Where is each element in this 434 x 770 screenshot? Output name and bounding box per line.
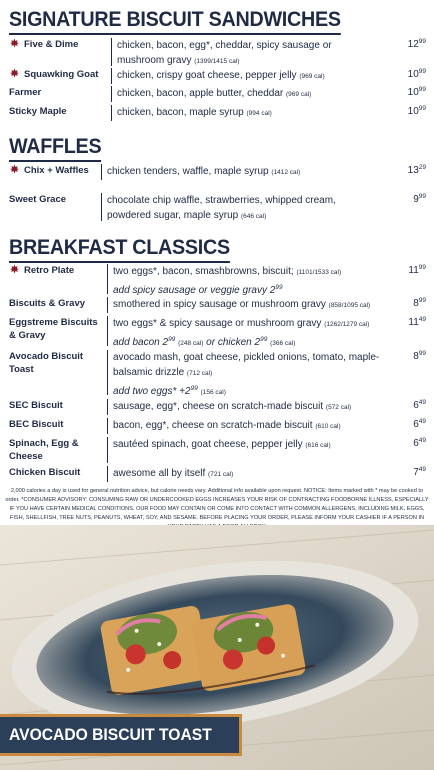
item-description: smothered in spicy sausage or mushroom gravy (858/1095 cal): [113, 299, 371, 310]
maple-leaf-icon: [9, 164, 20, 174]
divider: [101, 164, 102, 180]
item-price: $7^{49}$: [413, 466, 426, 478]
item-name: Spinach, Egg & Cheese: [9, 438, 79, 462]
item-price: $12^{99}$: [407, 38, 426, 50]
maple-leaf-icon: [9, 68, 20, 78]
item-price: $6^{49}$: [413, 437, 426, 449]
title-underline: [9, 33, 341, 35]
divider: [107, 418, 108, 434]
divider: [101, 193, 102, 221]
item-name: Sweet Grace: [9, 194, 67, 205]
item-description: two eggs* & spicy sausage or mushroom gravy (1262/1279 cal) add bacon $2^{99}$ (248 cal) or chicken $2^{99}$ (366 cal): [113, 318, 370, 348]
item-description: chicken, bacon, maple syrup (994 cal): [117, 107, 272, 118]
menu-item[interactable]: [9, 164, 426, 180]
divider: [107, 350, 108, 395]
maple-leaf-icon: [9, 264, 20, 274]
item-name: SEC Biscuit: [9, 400, 63, 411]
item-price: $11^{99}$: [408, 264, 426, 276]
item-description: chocolate chip waffle, strawberries, whipped cream, powdered sugar, maple syrup (646 cal): [107, 195, 336, 221]
item-description: sautéed spinach, goat cheese, pepper jelly (616 cal): [113, 439, 331, 450]
item-name: Sticky Maple: [9, 106, 67, 117]
item-description: chicken, bacon, egg*, cheddar, spicy sausage or mushroom gravy (1399/1415 cal): [117, 40, 332, 66]
section-title-sandwiches: [9, 8, 341, 32]
item-name: Squawking Goat: [9, 68, 98, 81]
divider: [111, 86, 112, 102]
menu-item[interactable]: [9, 316, 426, 346]
divider: [107, 297, 108, 313]
menu-item[interactable]: [9, 86, 426, 102]
item-name: Eggstreme Biscuits & Gravy: [9, 317, 98, 341]
item-price: $10^{99}$: [407, 105, 426, 117]
item-name: Avocado Biscuit Toast: [9, 351, 84, 375]
nutrition-disclaimer: 2,000 calories a day is used for general nutrition advice, but calorie needs vary. Additional info available upon request. NOTICE: Items marked with * may be cooked to order. *CONSUMER ADVISORY: CONSUMING RAW OR UNDERCOOKED EGGS INCREASES YOUR RISK OF CONTRACTING FOODBORNE ILLNESS, ESPECIALLY IF YOU HAVE CERTAIN MEDICAL CONDITIONS. OUR FOOD MAY CONTAIN OR COME INTO CONTACT WITH COMMON ALLERGENS, INCLUDING MILK, EGGS, FISH, SHELLFISH, TREE NUTS, PEANUTS, WHEAT, SOY, AND SESAME. BEFORE PLACING YOUR ORDER, PLEASE INFORM YOUR CASHIER IF A PERSON IN: [5, 488, 429, 521]
menu-item[interactable]: [9, 264, 426, 294]
item-name: Chix + Waffles: [9, 164, 89, 177]
divider: [111, 38, 112, 66]
item-price: $10^{99}$: [407, 68, 426, 80]
item-name: Five & Dime: [9, 38, 78, 51]
item-description: awesome all by itself (721 cal): [113, 468, 234, 479]
section-title-waffles: [9, 135, 101, 159]
item-name: Biscuits & Gravy: [9, 298, 86, 309]
item-description: two eggs*, bacon, smashbrowns, biscuit; (1101/1533 cal) add spicy sausage or veggie gravy $2^{99}$: [113, 266, 342, 296]
item-description: chicken, crispy goat cheese, pepper jelly (969 cal): [117, 70, 325, 81]
menu-item[interactable]: [9, 437, 426, 463]
title-underline: [9, 160, 101, 162]
menu-item[interactable]: [9, 466, 426, 482]
item-price: $8^{99}$: [413, 297, 426, 309]
item-price: $6^{49}$: [413, 418, 426, 430]
item-description: avocado mash, goat cheese, pickled onions, tomato, maple-balsamic drizzle (712 cal) add two eggs* $+2^{99}$ (156 cal): [113, 352, 380, 397]
menu-item[interactable]: [9, 105, 426, 121]
item-description: chicken, bacon, apple butter, cheddar (969 cal): [117, 88, 312, 99]
menu-item[interactable]: [9, 38, 426, 66]
section-title-text: SIGNATURE BISCUIT SANDWICHES: [9, 8, 341, 31]
item-price: $11^{49}$: [408, 316, 426, 328]
item-name: Retro Plate: [9, 264, 74, 277]
divider: [107, 264, 108, 294]
divider: [111, 105, 112, 121]
item-price: $8^{99}$: [413, 350, 426, 362]
divider: [107, 399, 108, 415]
divider: [107, 466, 108, 482]
menu-item[interactable]: [9, 297, 426, 313]
divider: [107, 437, 108, 463]
item-price: $13^{29}$: [407, 164, 426, 176]
divider: [111, 68, 112, 84]
menu-item[interactable]: [9, 418, 426, 434]
item-name: BEC Biscuit: [9, 419, 64, 430]
item-description: bacon, egg*, cheese on scratch-made biscuit (610 cal): [113, 420, 341, 431]
menu-item[interactable]: [9, 68, 426, 84]
title-underline: [9, 261, 230, 263]
item-price: $9^{99}$: [413, 193, 426, 205]
banner-text: AVOCADO BISCUIT TOAST: [9, 725, 212, 744]
featured-item-banner: [0, 714, 242, 756]
menu-item[interactable]: [9, 193, 426, 221]
item-name: Chicken Biscuit: [9, 467, 81, 478]
item-price: $6^{49}$: [413, 399, 426, 411]
section-title-breakfast: [9, 236, 230, 260]
menu-item[interactable]: [9, 399, 426, 415]
item-description: chicken tenders, waffle, maple syrup (1412 cal): [107, 166, 301, 177]
menu-item[interactable]: [9, 350, 426, 395]
item-description: sausage, egg*, cheese on scratch-made biscuit (572 cal): [113, 401, 352, 412]
divider: [107, 316, 108, 346]
item-name: Farmer: [9, 87, 42, 98]
item-price: $10^{99}$: [407, 86, 426, 98]
section-title-text: WAFFLES: [9, 135, 102, 158]
section-title-text: BREAKFAST CLASSICS: [9, 236, 230, 259]
maple-leaf-icon: [9, 38, 20, 48]
